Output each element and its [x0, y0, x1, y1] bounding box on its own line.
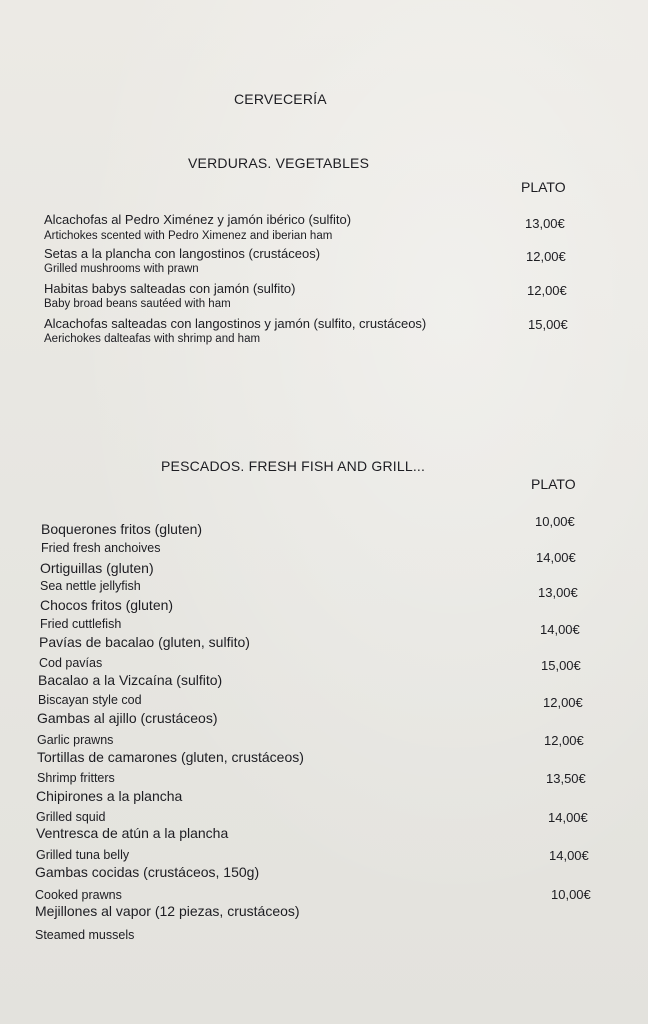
fish-item-translation: Cooked prawns — [35, 888, 122, 902]
fish-item-price: 13,50€ — [546, 771, 586, 786]
fish-item-translation: Fried fresh anchoives — [41, 541, 161, 555]
vegetable-item-translation: Artichokes scented with Pedro Ximenez and iberian ham — [44, 230, 333, 242]
fish-item-translation: Shrimp fritters — [37, 771, 115, 785]
vegetable-item-price: 13,00€ — [525, 216, 565, 231]
vegetable-item-translation: Grilled mushrooms with prawn — [44, 263, 199, 275]
fish-item — [36, 788, 182, 804]
vegetables-column-header: PLATO — [521, 179, 566, 195]
fish-item-price: 13,00€ — [538, 585, 578, 600]
fish-item — [40, 560, 154, 576]
fish-item-name: Chipirones a la plancha — [36, 788, 183, 804]
fish-item-translation: Sea nettle jellyfish — [40, 579, 141, 593]
fish-item-translation: Garlic prawns — [37, 733, 114, 747]
vegetable-item-translation: Aerichokes dalteafas with shrimp and ham — [44, 333, 261, 345]
fish-item-name: Mejillones al vapor (12 piezas, crustáceos) — [35, 903, 300, 919]
fish-column-header: PLATO — [531, 476, 576, 492]
fish-item — [39, 656, 102, 670]
fish-item-price: 14,00€ — [548, 810, 588, 825]
fish-item-price: 10,00€ — [535, 514, 575, 529]
fish-item — [36, 810, 105, 824]
fish-item-translation: Fried cuttlefish — [40, 617, 122, 631]
fish-item — [36, 848, 129, 862]
fish-item-name: Ortiguillas (gluten) — [40, 560, 154, 576]
vegetable-item-name: Alcachofas salteadas con langostinos y jamón (sulfito, crustáceos) — [44, 316, 427, 331]
vegetable-item-name: Alcachofas al Pedro Ximénez y jamón ibérico (sulfito) — [44, 212, 352, 227]
fish-section-title: PESCADOS. FRESH FISH AND GRILL... — [161, 458, 426, 474]
fish-item — [40, 617, 121, 631]
fish-item-translation: Biscayan style cod — [38, 693, 142, 707]
vegetable-item-name: Setas a la plancha con langostinos (crustáceos) — [44, 246, 321, 261]
fish-item — [35, 888, 122, 902]
fish-item — [37, 771, 115, 785]
fish-item — [38, 693, 142, 707]
fish-item-name: Pavías de bacalao (gluten, sulfito) — [39, 634, 250, 650]
fish-item — [35, 903, 300, 919]
vegetables-section-title: VERDURAS. VEGETABLES — [188, 155, 370, 171]
fish-item — [36, 825, 228, 841]
fish-item-name: Gambas al ajillo (crustáceos) — [37, 710, 218, 726]
fish-item-translation: Grilled squid — [36, 810, 106, 824]
fish-item-name: Ventresca de atún a la plancha — [36, 825, 229, 841]
fish-item-translation: Cod pavías — [39, 656, 103, 670]
vegetable-item-price: 15,00€ — [528, 317, 568, 332]
fish-item-price: 14,00€ — [549, 848, 589, 863]
fish-item-price: 10,00€ — [551, 887, 591, 902]
fish-item — [37, 733, 113, 747]
fish-item-price: 15,00€ — [541, 658, 581, 673]
vegetable-item-translation: Baby broad beans sautéed with ham — [44, 298, 231, 310]
vegetable-item-price: 12,00€ — [527, 283, 567, 298]
fish-item-translation: Grilled tuna belly — [36, 848, 130, 862]
fish-item-translation: Steamed mussels — [35, 928, 135, 942]
fish-item — [40, 579, 141, 593]
fish-item-name: Tortillas de camarones (gluten, crustáceos) — [37, 749, 304, 765]
fish-item-name: Chocos fritos (gluten) — [40, 597, 174, 613]
fish-item — [35, 864, 259, 880]
fish-item-price: 14,00€ — [536, 550, 576, 565]
fish-item — [37, 710, 218, 726]
fish-item-price: 14,00€ — [540, 622, 580, 637]
fish-item-name: Gambas cocidas (crustáceos, 150g) — [35, 864, 260, 880]
menu-header-title: CERVECERÍA — [234, 91, 327, 107]
vegetable-item-price: 12,00€ — [526, 249, 566, 264]
fish-item — [41, 521, 202, 537]
fish-item-name: Boquerones fritos (gluten) — [41, 521, 203, 537]
fish-item — [40, 597, 173, 613]
fish-item-name: Bacalao a la Vizcaína (sulfito) — [38, 672, 223, 688]
fish-item — [37, 749, 304, 765]
fish-item — [35, 928, 134, 942]
fish-item — [41, 541, 161, 555]
vegetable-item-name: Habitas babys salteadas con jamón (sulfito) — [44, 281, 296, 296]
fish-item-price: 12,00€ — [543, 695, 583, 710]
fish-item-price: 12,00€ — [544, 733, 584, 748]
fish-item — [38, 672, 222, 688]
fish-item — [39, 634, 250, 650]
